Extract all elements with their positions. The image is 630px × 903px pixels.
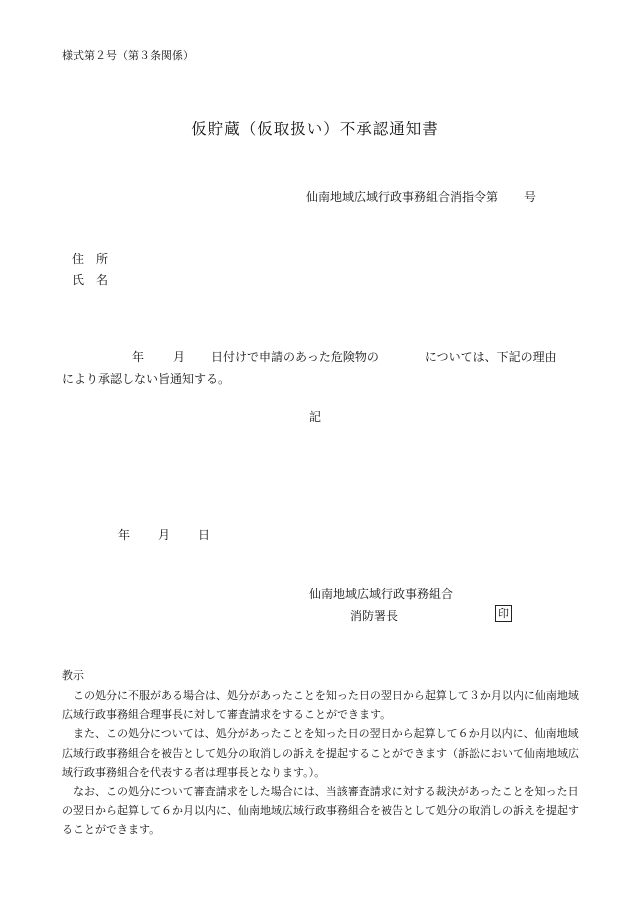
body-line-2: により承認しない旨通知する。: [62, 372, 231, 386]
notice-number-prefix: 仙南地域広域行政事務組合消指令第: [306, 190, 499, 204]
notice-number: [306, 188, 536, 205]
body-day-text: 日付けで申請のあった危険物の: [211, 350, 379, 364]
issuer-title: 消防署長: [350, 609, 399, 623]
form-number: 様式第２号（第３条関係）: [62, 49, 194, 62]
instructions-body: [62, 686, 582, 840]
date-day: 日: [198, 528, 211, 542]
instructions-paragraph: この処分に不服がある場合は、処分があったことを知った日の翌日から起算して３か月以内に仙南地域広域行政事務組合理事長に対して審査請求をすることができます。: [62, 689, 579, 722]
notice-number-suffix: 号: [524, 190, 537, 204]
instructions-heading: 教示: [62, 669, 84, 682]
date-year: 年: [118, 528, 131, 542]
address-label: 住 所: [72, 252, 109, 266]
body-line-1: [132, 348, 557, 365]
seal-mark: 印: [495, 605, 512, 622]
issue-date: [118, 526, 210, 543]
body-year: 年: [132, 350, 145, 364]
instructions-paragraph: なお、この処分について審査請求をした場合には、当該審査請求に対する裁決があったことを知った日の翌日から起算して６か月以内に、仙南地域広域行政事務組合を被告として処分の取消しの訴えを提起することができます。: [62, 785, 579, 837]
ki-heading: 記: [308, 410, 321, 424]
date-month: 月: [158, 528, 171, 542]
body-regarding: については、下記の理由: [424, 350, 557, 364]
name-label: 氏 名: [72, 273, 109, 287]
page-title: 仮貯蔵（仮取扱い）不承認通知書: [191, 120, 439, 138]
issuer-organization: 仙南地域広域行政事務組合: [309, 587, 454, 601]
instructions-paragraph: また、この処分については、処分があったことを知った日の翌日から起算して６か月以内に、仙南地域広域行政事務組合を被告として処分の取消しの訴えを提起することができます（訴訟において仙南地域広域行政事務組合を代表する者は理事長となります。）。: [62, 727, 579, 779]
body-month: 月: [173, 350, 186, 364]
